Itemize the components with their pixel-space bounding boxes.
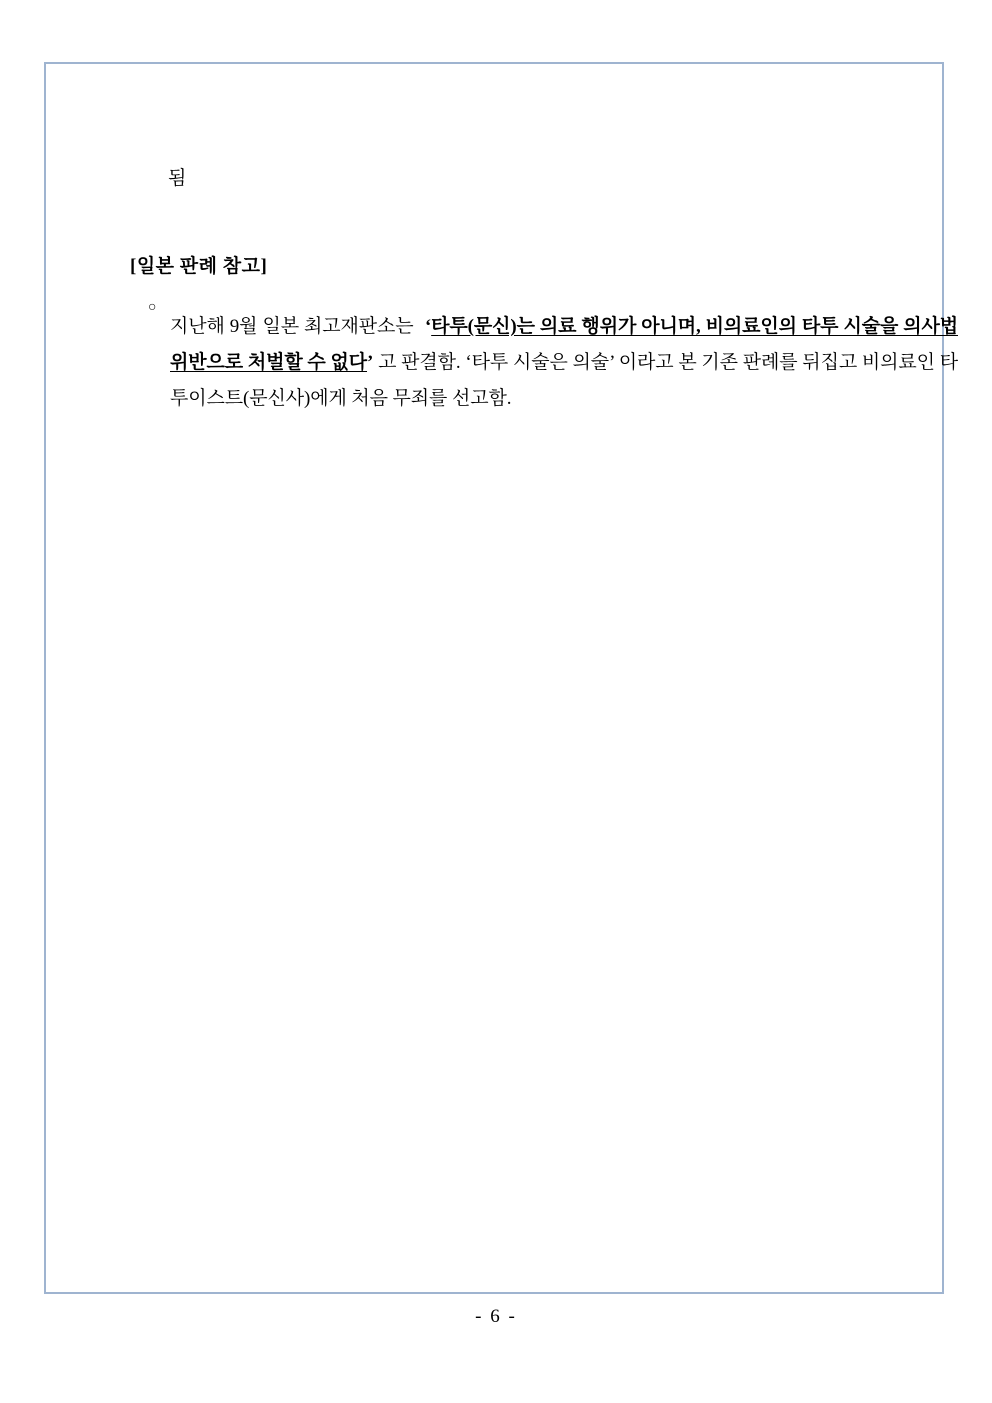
circle-bullet-icon: ○ <box>148 300 157 315</box>
emphasized-quote: 타투(문신)는 의료 행위가 아니며, 비의료인의 타투 시술을 의사법 위반으로 처벌할 수 없다 <box>170 316 958 373</box>
continuation-line: 됨 <box>168 168 187 189</box>
paragraph-lead: 지난해 9월 일본 최고재판소는 <box>170 316 414 337</box>
quote-open-mark: ‘ <box>424 316 432 337</box>
secondary-quote: 타투 시술은 의술 <box>471 352 610 373</box>
paragraph-tail: 이라고 본 기존 판례를 뒤집고 비의료인 타투이스트(문신사)에게 처음 무죄를 선고함. <box>170 352 958 409</box>
quote2-open-mark: ‘ <box>465 352 472 373</box>
page-number: - 6 - <box>475 1306 517 1327</box>
list-item <box>148 290 958 436</box>
paragraph-middle: 고 판결함. <box>378 352 461 373</box>
list-item-text <box>170 309 958 417</box>
quote2-close-mark: ’ <box>609 352 615 373</box>
quote-close-mark: ’ <box>367 352 374 373</box>
page-border-frame <box>44 62 958 1294</box>
page-content <box>130 164 958 436</box>
section-heading: [일본 판례 참고] <box>130 256 268 277</box>
